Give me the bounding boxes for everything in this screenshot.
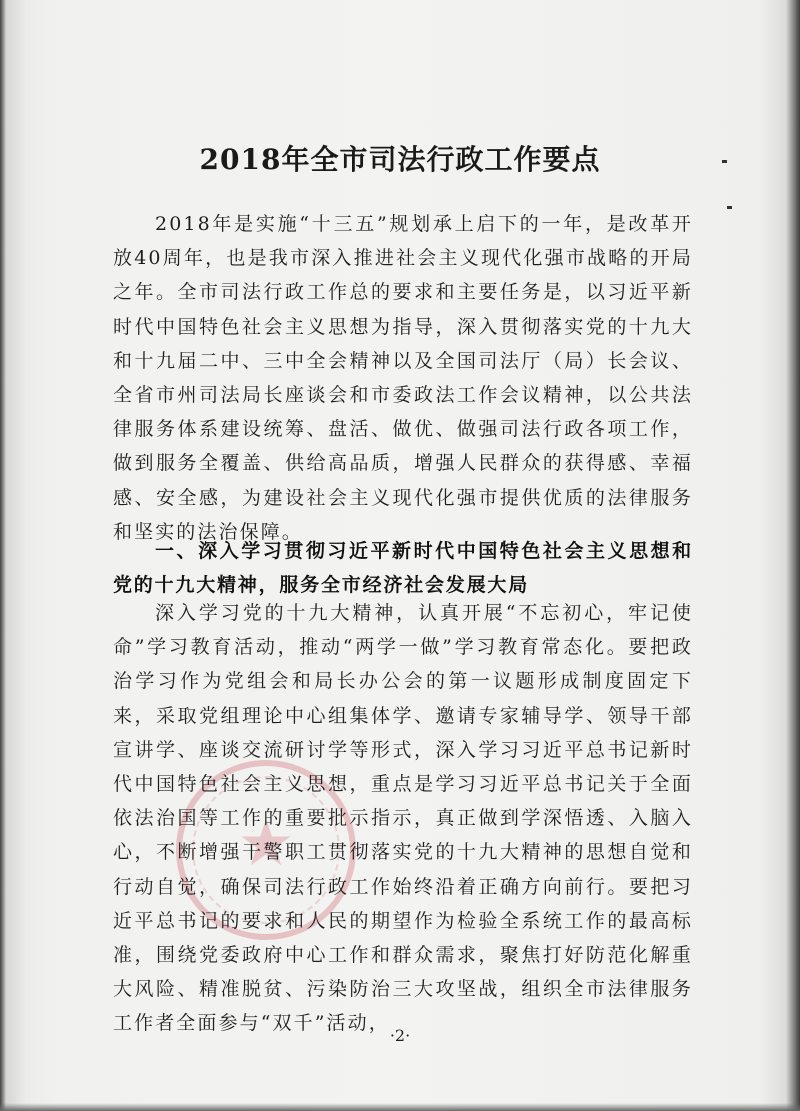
document-title: 2018年全市司法行政工作要点 (199, 143, 601, 176)
section-paragraph: 深入学习党的十九大精神，认真开展“不忘初心，牢记使命”学习教育活动，推动“两学一做”学习教育常态化。要把政治学习作为党组会和局长办公会的第一议题形成制度固定下来，采取党组理论中心组集体学、邀请专家辅导学、领导干部宣讲学、座谈交流研讨学等形式，深入学习习近平总书记新时代中国特色社会主义思想，重点是学习习近平总书记关于全面依法治国等工作的重要批示指示，真正做到学深悟透、入脑入心，不断增强干警职工贯彻落实党的十九大精神的思想自觉和行动自觉，确保司法行政工作始终沿着正确方向前行。要把习近平总书记的要求和人民的期望作为检验全系统工作的最高标准，围绕党委政府中心工作和群众需求，聚焦打好防范化解重大风险、精准脱贫、污染防治三大攻坚战，组织全市法律服务工作者全面参与“双千”活动， (113, 602, 693, 1035)
scan-edge-bottom (0, 1103, 800, 1111)
intro-paragraph: 2018年是实施“十三五”规划承上启下的一年，是改革开放40周年，也是我市深入推进社会主义现代化强市战略的开局之年。全市司法行政工作总的要求和主要任务是，以习近平新时代中国特色社会主义思想为指导，深入贯彻落实党的十九大和十九届二中、三中全会精神以及全国司法厅（局）长会议、全省市州司法局长座谈会和市委政法工作会议精神，以公共法律服务体系建设统筹、盘活、做优、做强司法行政各项工作，做到服务全覆盖、供给高品质，增强人民群众的获得感、幸福感、安全感，为建设社会主义现代化强市提供优质的法律服务和坚实的法治保障。 (113, 213, 693, 543)
page-number: ·2· (389, 1026, 411, 1045)
scan-speck (727, 206, 732, 209)
seal-star-icon: ★ (237, 807, 295, 881)
section-heading: 一、深入学习贯彻习近平新时代中国特色社会主义思想和党的十九大精神，服务全市经济社会发展大局 (113, 540, 693, 597)
